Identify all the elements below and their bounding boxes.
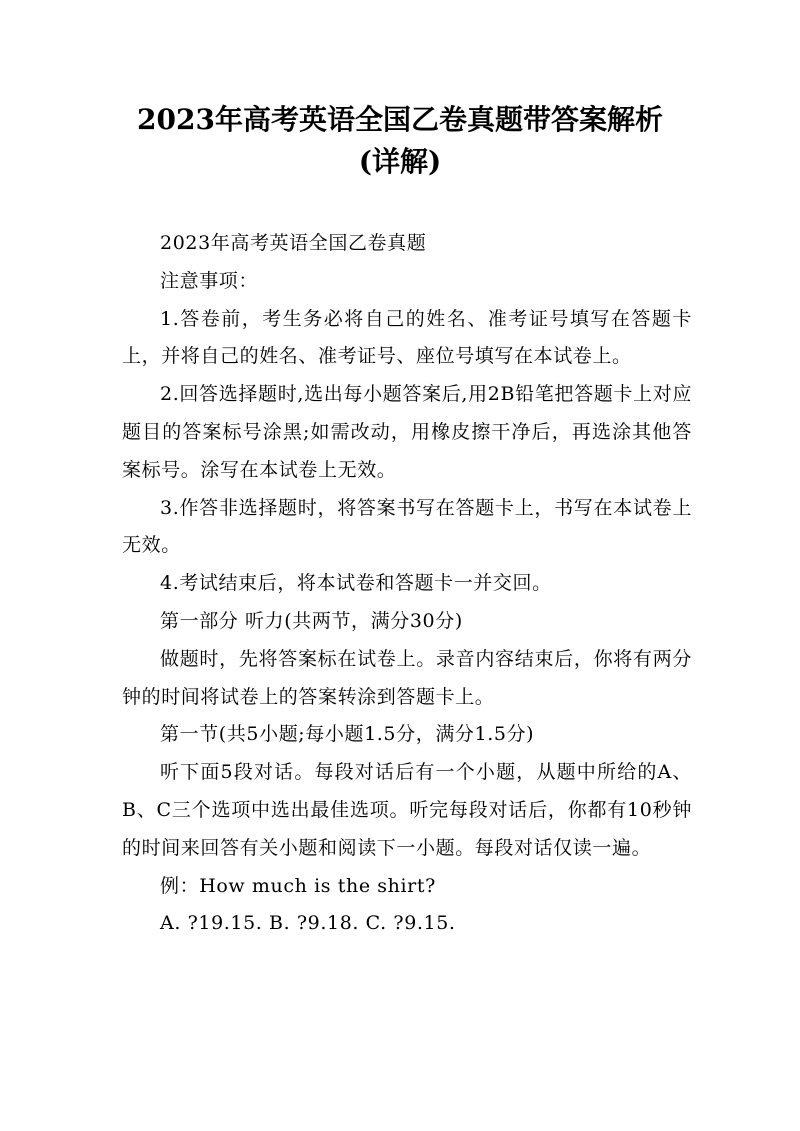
paragraph-notice-4: 4.考试结束后，将本试卷和答题卡一并交回。	[160, 572, 552, 595]
paragraph-part-one-heading: 第一部分 听力(共两节，满分30分)	[160, 609, 463, 632]
document-body	[122, 225, 692, 943]
paragraph-notice-3: 3.作答非选择题时，将答案书写在答题卡上，书写在本试卷上无效。	[122, 496, 692, 557]
document-title: 2023年高考英语全国乙卷真题带答案解析	[137, 103, 663, 136]
document-title-subtitle: (详解)	[358, 145, 442, 178]
paragraph-example-question: 例：How much is the shirt?	[160, 874, 436, 897]
paragraph-notice-heading: 注意事项：	[160, 269, 259, 292]
paragraph-listening-instructions: 做题时，先将答案标在试卷上。录音内容结束后，你将有两分钟的时间将试卷上的答案转涂到答题卡上。	[122, 647, 692, 708]
paragraph-exam-name: 2023年高考英语全国乙卷真题	[160, 232, 427, 254]
paragraph-notice-1: 1.答卷前，考生务必将自己的姓名、准考证号填写在答题卡上，并将自己的姓名、准考证号、座位号填写在本试卷上。	[122, 307, 692, 368]
paragraph-section-one-instructions: 听下面5段对话。每段对话后有一个小题，从题中所给的A、B、C三个选项中选出最佳选项。听完每段对话后，你都有10秒钟的时间来回答有关小题和阅读下一小题。每段对话仅读一遍。	[122, 761, 692, 859]
paragraph-section-one-heading: 第一节(共5小题;每小题1.5分，满分1.5分)	[160, 723, 535, 746]
paragraph-notice-2: 2.回答选择题时,选出每小题答案后,用2B铅笔把答题卡上对应题目的答案标号涂黑;如需改动，用橡皮擦干净后，再选涂其他答案标号。涂写在本试卷上无效。	[122, 383, 692, 481]
paragraph-example-options: A. ?19.15. B. ?9.18. C. ?9.15.	[160, 912, 456, 935]
